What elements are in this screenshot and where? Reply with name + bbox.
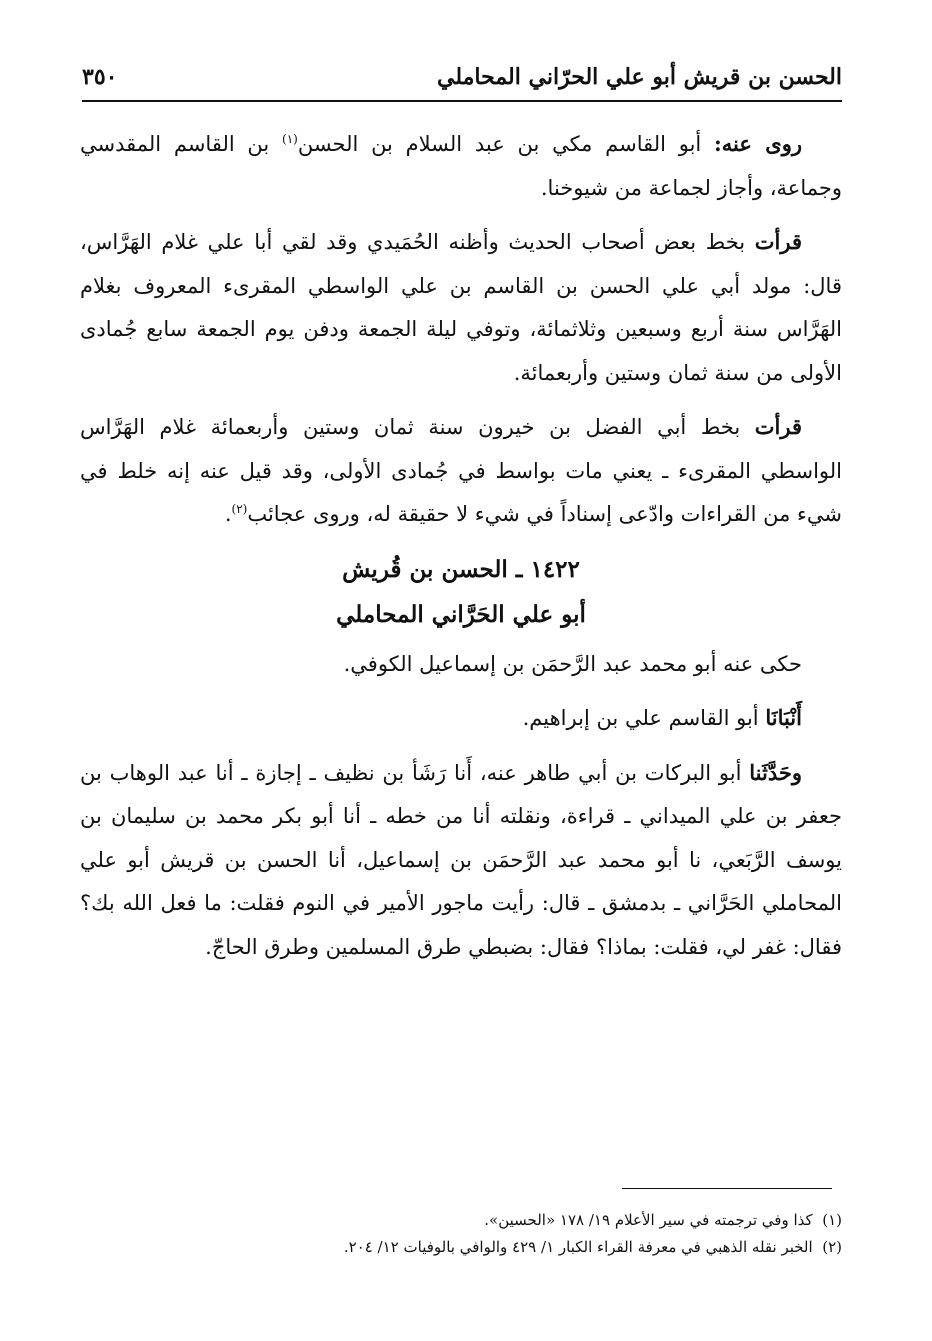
footnote-number: (٢) (822, 1238, 842, 1256)
main-text (80, 122, 842, 979)
paragraph-text: أبو القاسم علي بن إبراهيم. (522, 706, 766, 730)
paragraph-text: أبو البركات بن أبي طاهر عنه، أَنا رَشَأ بن نظيف ـ إجازة ـ أنا عبد الوهاب بن جعفر بن علي الميداني ـ قراءة، ونقلته أنا من خطه ـ أنا أبو بكر محمد بن سليمان بن يوسف الرَّبَعي، نا أبو محمد عبد الرَّحمَن بن إسماعيل، أنا الحسن بن قريش أبو علي المحاملي الحَرَّاني ـ بدمشق ـ قال: رأيت ماجور الأمير في النوم فقلت: ما فعل الله بك؟ فقال: غفر لي، فقلت: بماذا؟ فقال: بضبطي طرق المسلمين وطرق الحاجّ. (80, 760, 842, 959)
entry-heading-line-2: أبو علي الحَرَّاني المحاملي (336, 600, 586, 628)
footnotes (80, 1207, 842, 1261)
paragraph-anbana (80, 696, 842, 741)
footnote-ref-2: (٢) (231, 502, 248, 516)
page-header (82, 60, 842, 102)
footnote-number: (١) (822, 1211, 842, 1229)
footnote-text: كذا وفي ترجمته في سير الأعلام ١٩/ ١٧٨ «الحسين». (484, 1211, 813, 1229)
paragraph-kufi (80, 643, 842, 687)
footnote-text: الخبر نقله الذهبي في معرفة القراء الكبار ١/ ٤٢٩ والوافي بالوفيات ١٢/ ٢٠٤. (343, 1238, 813, 1256)
paragraph-text: . (224, 502, 232, 526)
paragraph-lead: وحَدَّثَنا (749, 759, 802, 785)
paragraph-text: أبو القاسم مكي بن عبد السلام بن الحسن (297, 132, 715, 156)
entry-heading-line-1: ١٤٢٢ ـ الحسن بن قُريش (342, 555, 580, 583)
paragraph-lead: أَنْبَانَا (765, 705, 802, 730)
paragraph-khayrun (80, 405, 842, 537)
footnote-2 (80, 1234, 842, 1261)
paragraph-text: بخط أبي الفضل بن خيرون سنة ثمان وستين وأربعمائة غلام الهَرَّاس الواسطي المقرىء ـ يعني مات بواسط في جُمادى الأولى، وقد قيل عنه إنه خلط في شيء من القراءات وادّعى إسناداً في شيء لا حقيقة له، وروى عجائب (80, 415, 842, 526)
running-title: الحسن بن قريش أبو علي الحرّاني المحاملي (437, 64, 842, 90)
paragraph-humaydi (80, 220, 842, 395)
paragraph-narrated-by (80, 122, 842, 210)
page-number: ٣٥٠ (82, 64, 118, 90)
paragraph-lead: روى عنه: (714, 131, 802, 156)
paragraph-lead: قرأت (754, 229, 802, 254)
paragraph-text: بخط بعض أصحاب الحديث وأظنه الحُمَيدي وقد لقي أبا علي غلام الهَرَّاس، قال: مولد أبي علي الحسن بن القاسم بن علي الواسطي المقرىء المعروف بغلام الهَرَّاس سنة أربع وسبعين وثلاثمائة، وتوفي ليلة الجمعة ودفن يوم الجمعة سابع جُمادى الأولى من سنة ثمان وستين وأربعمائة. (80, 230, 842, 385)
entry-heading (80, 547, 842, 637)
footnote-separator (622, 1188, 832, 1189)
paragraph-text: حكى عنه أبو محمد عبد الرَّحمَن بن إسماعيل الكوفي. (343, 651, 802, 676)
footnote-1 (80, 1207, 842, 1234)
footnote-ref-1: (١) (282, 132, 298, 146)
paragraph-text: بن القاسم المقدسي وجماعة، وأجاز لجماعة من شيوخنا. (80, 132, 842, 200)
paragraph-haddathana (80, 751, 842, 970)
paragraph-lead: قرأت (754, 414, 802, 439)
